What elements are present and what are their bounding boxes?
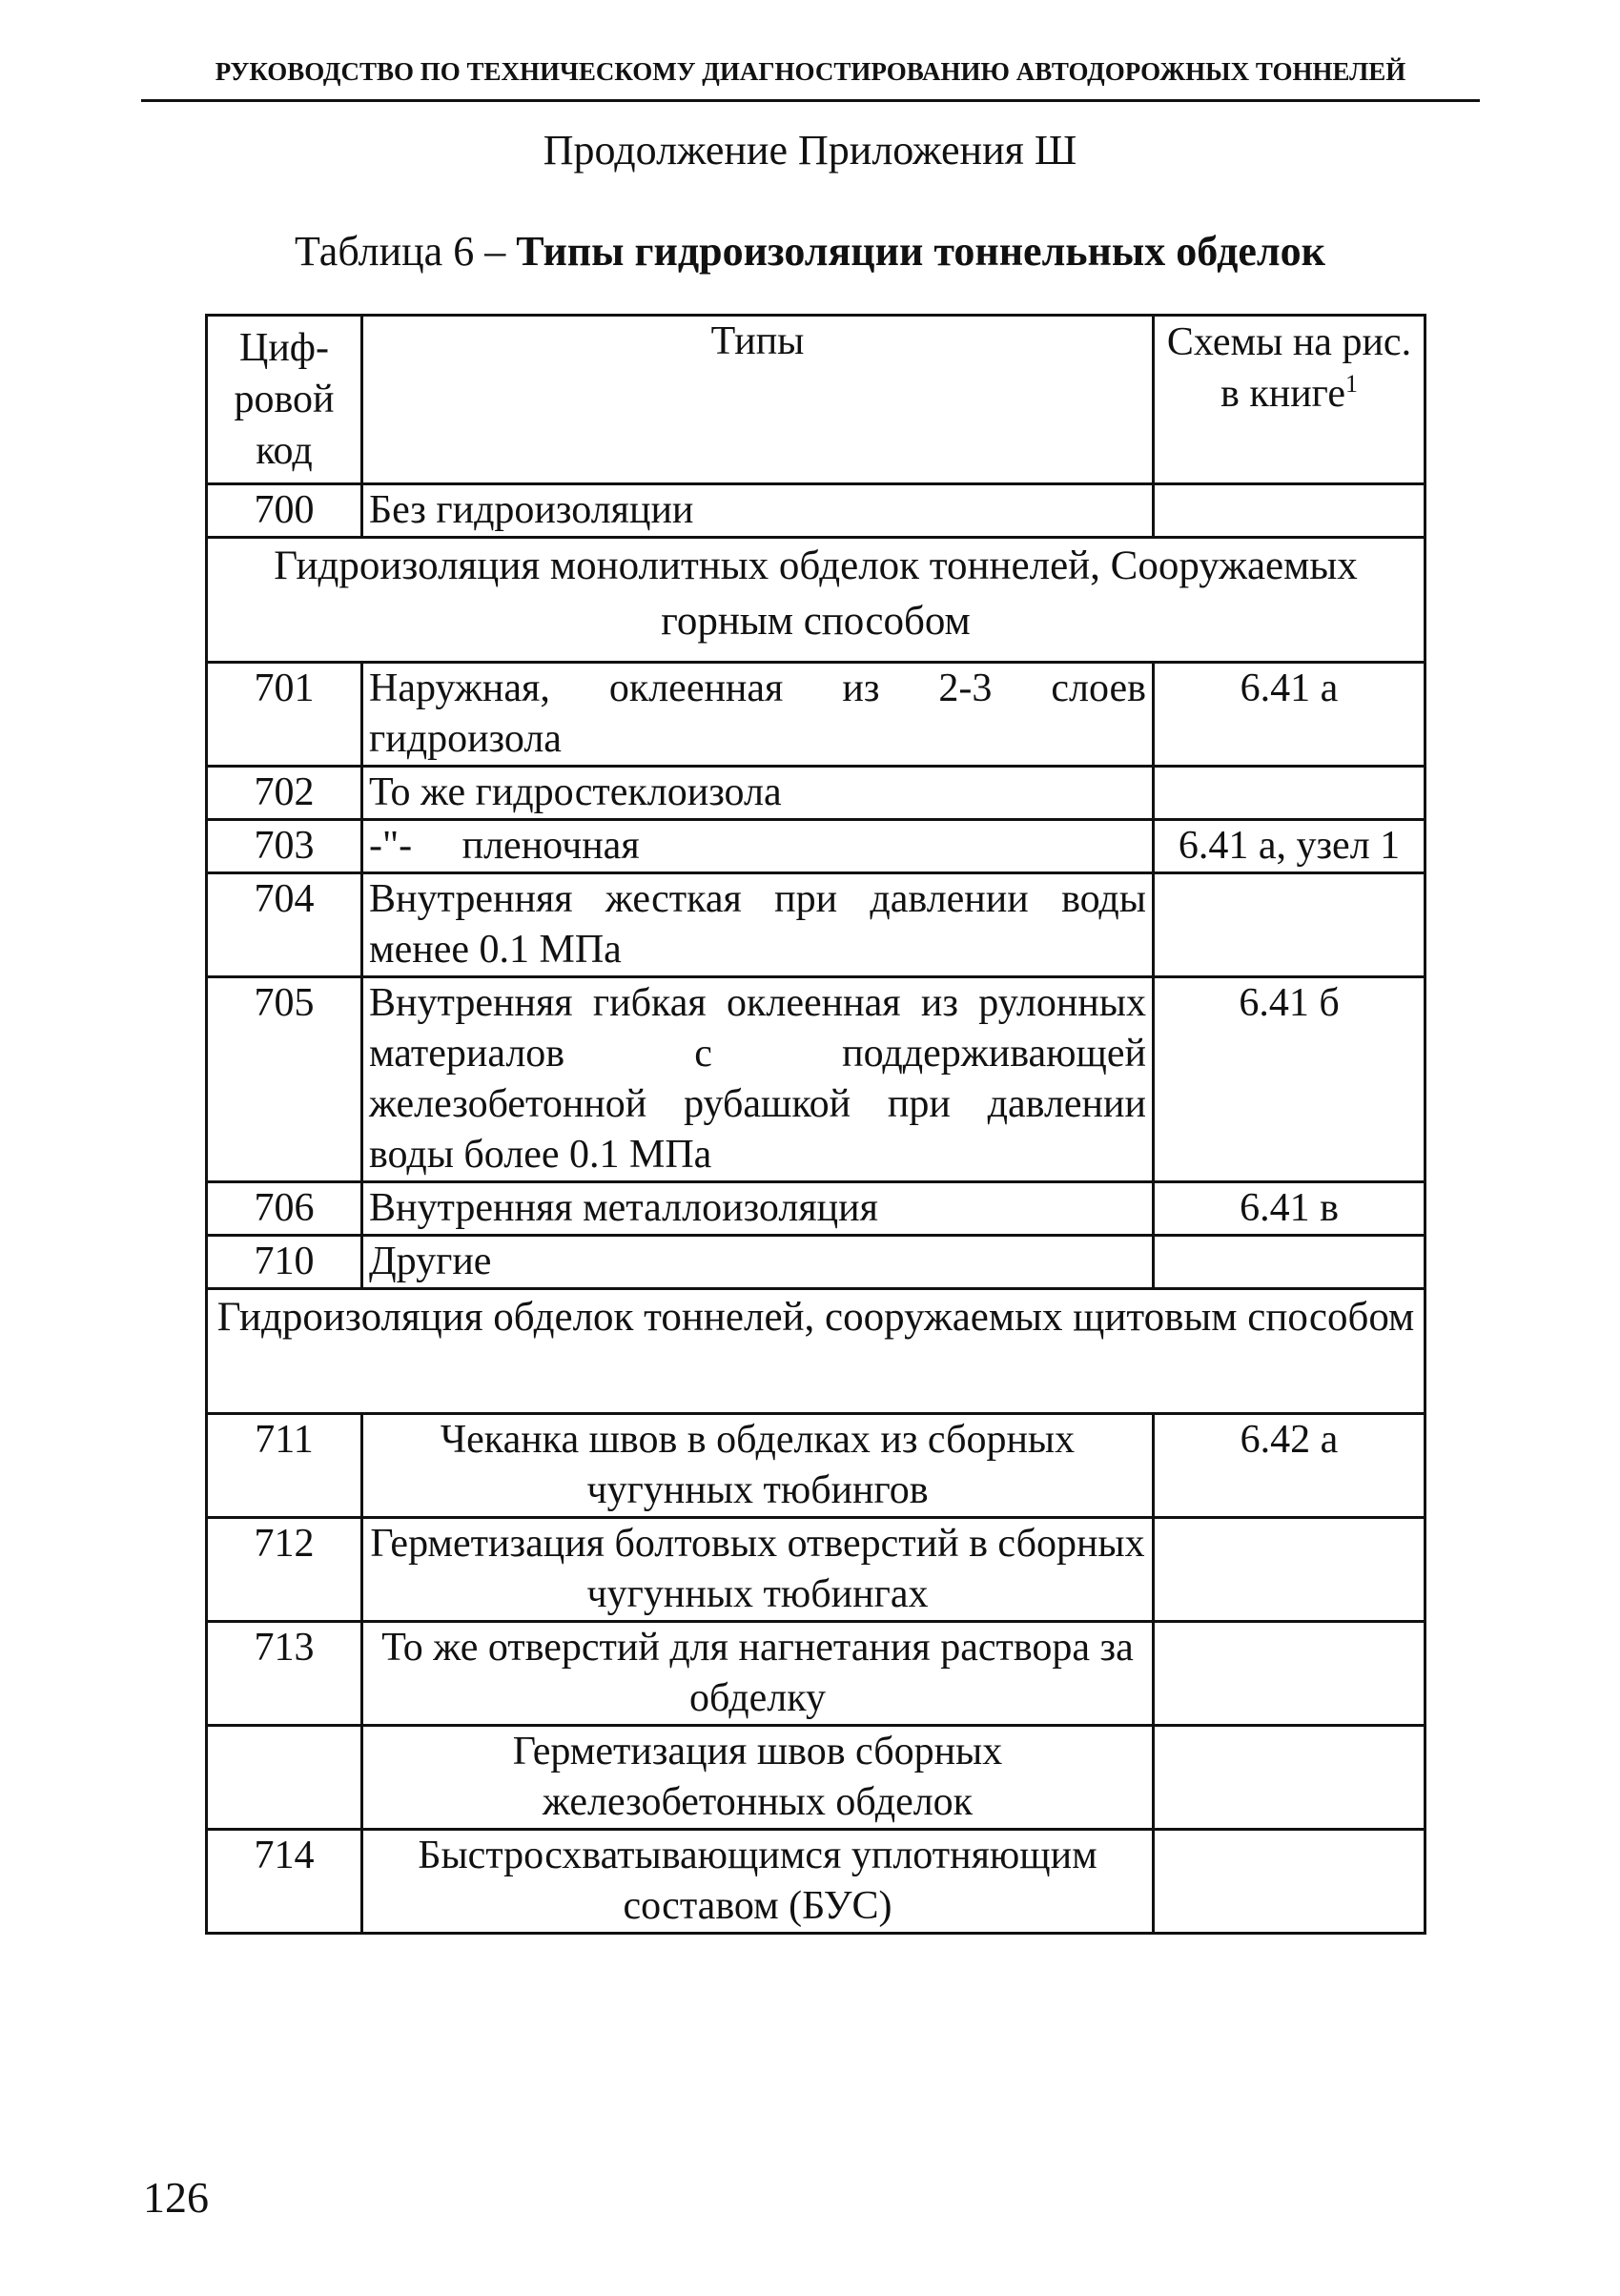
header-code: Циф-ровой код	[207, 316, 362, 484]
table-row	[207, 1182, 1425, 1236]
cell-code	[207, 1726, 362, 1830]
table-row	[207, 484, 1425, 538]
section-row	[207, 538, 1425, 663]
cell-scheme: 6.41 б	[1154, 977, 1425, 1182]
cell-code: 703	[207, 820, 362, 873]
cell-desc: Герметизация швов сборных железобетонных обделок	[362, 1726, 1154, 1830]
cell-code: 712	[207, 1518, 362, 1622]
cell-desc: Внутренняя жесткая при давлении воды менее 0.1 МПа	[362, 873, 1154, 977]
header-schemes-footnote: 1	[1345, 370, 1358, 398]
table-row	[207, 1518, 1425, 1622]
page-number: 126	[143, 2173, 209, 2222]
cell-scheme	[1154, 484, 1425, 538]
cell-desc: Другие	[362, 1236, 1154, 1289]
cell-scheme	[1154, 1726, 1425, 1830]
table-row	[207, 1414, 1425, 1518]
table-row	[207, 820, 1425, 873]
cell-desc: Чеканка швов в обделках из сборных чугунных тюбингов	[362, 1414, 1154, 1518]
header-schemes	[1154, 316, 1425, 484]
cell-scheme	[1154, 873, 1425, 977]
cell-code: 700	[207, 484, 362, 538]
cell-desc: -"- пленочная	[362, 820, 1154, 873]
cell-code: 704	[207, 873, 362, 977]
cell-code: 714	[207, 1830, 362, 1934]
section-title-mined: Гидроизоляция монолитных обделок тоннелей, Сооружаемых горным способом	[207, 538, 1425, 663]
table-row	[207, 873, 1425, 977]
section-title-shield: Гидроизоляция обделок тоннелей, сооружаемых щитовым способом	[207, 1289, 1425, 1414]
header-rule	[141, 99, 1480, 102]
cell-desc: Без гидроизоляции	[362, 484, 1154, 538]
cell-desc: Внутренняя металлоизоляция	[362, 1182, 1154, 1236]
table-row	[207, 663, 1425, 767]
cell-code: 701	[207, 663, 362, 767]
header-types: Типы	[362, 316, 1154, 484]
cell-code: 705	[207, 977, 362, 1182]
continuation-heading: Продолжение Приложения Ш	[543, 127, 1077, 174]
running-header: РУКОВОДСТВО ПО ТЕХНИЧЕСКОМУ ДИАГНОСТИРОВАНИЮ АВТОДОРОЖНЫХ ТОННЕЛЕЙ	[215, 57, 1406, 86]
cell-scheme: 6.41 а	[1154, 663, 1425, 767]
cell-scheme	[1154, 767, 1425, 820]
table-header-row	[207, 316, 1425, 484]
cell-scheme: 6.42 а	[1154, 1414, 1425, 1518]
table-row	[207, 1726, 1425, 1830]
table-row	[207, 767, 1425, 820]
table-row	[207, 1622, 1425, 1726]
cell-desc: То же отверстий для нагнетания раствора за обделку	[362, 1622, 1154, 1726]
waterproofing-types-table	[205, 314, 1426, 1935]
cell-code: 702	[207, 767, 362, 820]
section-row	[207, 1289, 1425, 1414]
table-caption-title: Типы гидроизоляции тоннельных обделок	[516, 228, 1325, 275]
cell-scheme	[1154, 1236, 1425, 1289]
table-row	[207, 977, 1425, 1182]
cell-scheme	[1154, 1830, 1425, 1934]
cell-scheme	[1154, 1622, 1425, 1726]
cell-desc: Наружная, оклеенная из 2-3 слоев гидроизола	[362, 663, 1154, 767]
header-schemes-label: Схемы на рис. в книге	[1166, 320, 1412, 416]
cell-desc: Быстросхватывающимся уплотняющим составом (БУС)	[362, 1830, 1154, 1934]
table-caption	[0, 227, 1620, 276]
cell-code: 710	[207, 1236, 362, 1289]
cell-desc: То же гидростеклоизола	[362, 767, 1154, 820]
table-caption-prefix: Таблица 6 –	[295, 228, 517, 275]
cell-scheme: 6.41 а, узел 1	[1154, 820, 1425, 873]
cell-scheme: 6.41 в	[1154, 1182, 1425, 1236]
cell-code: 713	[207, 1622, 362, 1726]
cell-code: 711	[207, 1414, 362, 1518]
cell-desc: Внутренняя гибкая оклеенная из рулонных материалов с поддерживающей железобетонной рубашкой при давлении воды более 0.1 МПа	[362, 977, 1154, 1182]
table-row	[207, 1830, 1425, 1934]
cell-code: 706	[207, 1182, 362, 1236]
cell-scheme	[1154, 1518, 1425, 1622]
table-row	[207, 1236, 1425, 1289]
cell-desc: Герметизация болтовых отверстий в сборных чугунных тюбингах	[362, 1518, 1154, 1622]
